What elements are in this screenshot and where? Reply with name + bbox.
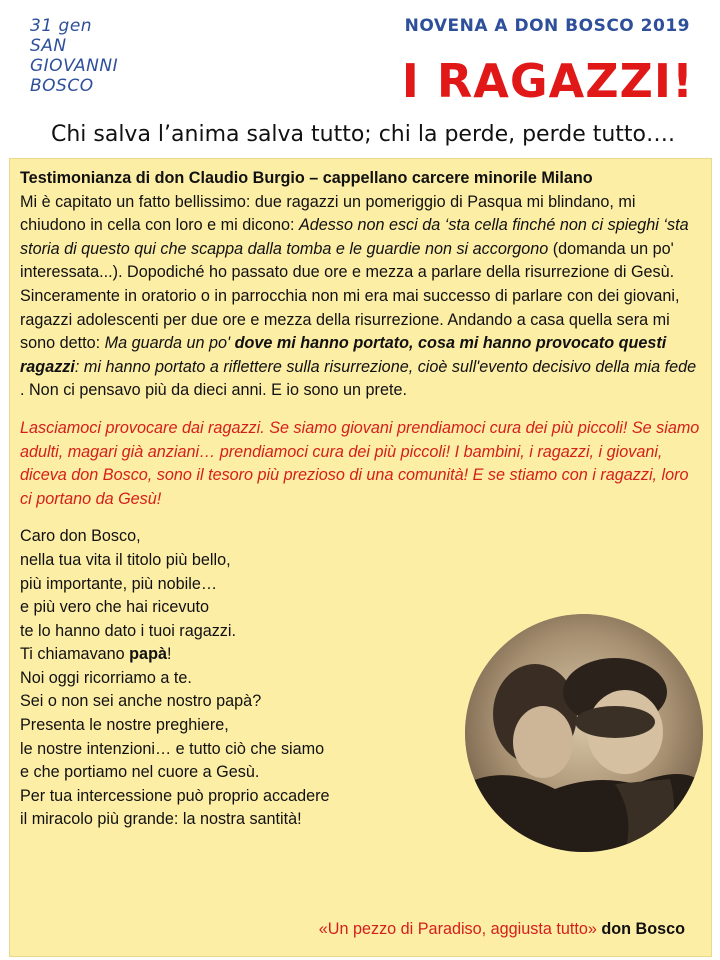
date-line: 31 gen xyxy=(30,16,93,36)
date-line: GIOVANNI xyxy=(30,56,119,76)
prayer xyxy=(20,525,700,832)
testimony-paragraph xyxy=(20,191,700,403)
content-panel xyxy=(9,158,712,957)
date-line: BOSCO xyxy=(30,76,94,96)
text-run-italic: Ma guarda un po' xyxy=(104,334,235,353)
text-run-italic: Adesso non esci da ‘sta cella finché non ci spieghi ‘sta storia di questo qui che scappa dalla tomba e le guardie non si accorgono xyxy=(20,216,689,258)
signature-name: don Bosco xyxy=(601,920,685,938)
text-run: (domanda un po' interessata...). Dopodiché ho passato due ore e mezza a parlare della risurrezione di Gesù. Sinceramente in oratorio o in parrocchia non mi era mai successo di parlare con dei giovani, ragazzi adolescenti per due ore e mezza della risurrezione. Andando a casa quella sera mi sono detto: xyxy=(20,239,680,353)
prayer-line: Presenta le nostre preghiere, xyxy=(20,716,229,735)
prayer-line: più importante, più nobile… xyxy=(20,574,218,593)
prayer-line: nella tua vita il titolo più bello, xyxy=(20,550,231,569)
text-run-bold: papà xyxy=(129,645,167,664)
prayer-line: e che portiamo nel cuore a Gesù. xyxy=(20,763,260,782)
text-run: Mi è capitato un fatto bellissimo: due ragazzi un pomeriggio di Pasqua mi blindano, mi chiudono in cella con loro e mi dicono: xyxy=(20,192,636,235)
prayer-line xyxy=(20,643,700,667)
text-run: . Non ci pensavo più da dieci anni. E io sono un prete. xyxy=(20,381,407,400)
prayer-line: e più vero che hai ricevuto xyxy=(20,598,209,617)
exhortation: Lasciamoci provocare dai ragazzi. Se siamo giovani prendiamoci cura dei più piccoli! Se siamo adulti, magari già anziani… prendiamoci cura dei più piccoli! I bambini, i ragazzi, i giovani, diceva don Bosco, sono il tesoro più prezioso di una comunità! E se stiamo con i ragazzi, loro ci portano da Gesù! xyxy=(20,418,700,508)
text-run: ! xyxy=(166,645,172,664)
motto: Chi salva l’anima salva tutto; chi la perde, perde tutto…. xyxy=(50,122,676,147)
date-block xyxy=(30,16,118,96)
text-run: Ti chiamavano xyxy=(20,645,130,664)
prayer-line: le nostre intenzioni… e tutto ciò che siamo xyxy=(20,739,325,758)
prayer-line: Sei o non sei anche nostro papà? xyxy=(20,692,262,711)
text-body xyxy=(20,167,700,832)
text-run-bold-italic: dove mi hanno portato, cosa mi hanno provocato questi ragazzi xyxy=(20,334,667,376)
page-title: I RAGAZZI! xyxy=(401,54,694,108)
prayer-line: Noi oggi ricorriamo a te. xyxy=(20,668,192,687)
testimony-heading: Testimonianza di don Claudio Burgio – cappellano carcere minorile Milano xyxy=(20,169,593,187)
prayer-line: Caro don Bosco, xyxy=(20,527,141,546)
text-run-italic: : mi hanno portato a riflettere sulla risurrezione, cioè sull'evento decisivo della mia fede xyxy=(74,357,697,376)
signature xyxy=(319,920,685,939)
prayer-line: il miracolo più grande: la nostra santità! xyxy=(20,810,302,829)
prayer-line: te lo hanno dato i tuoi ragazzi. xyxy=(20,621,236,640)
date-line: SAN xyxy=(30,36,67,56)
prayer-line: Per tua intercessione può proprio accadere xyxy=(20,786,330,805)
signature-quote: «Un pezzo di Paradiso, aggiusta tutto» xyxy=(318,920,597,938)
novena-label: NOVENA A DON BOSCO 2019 xyxy=(404,16,690,36)
